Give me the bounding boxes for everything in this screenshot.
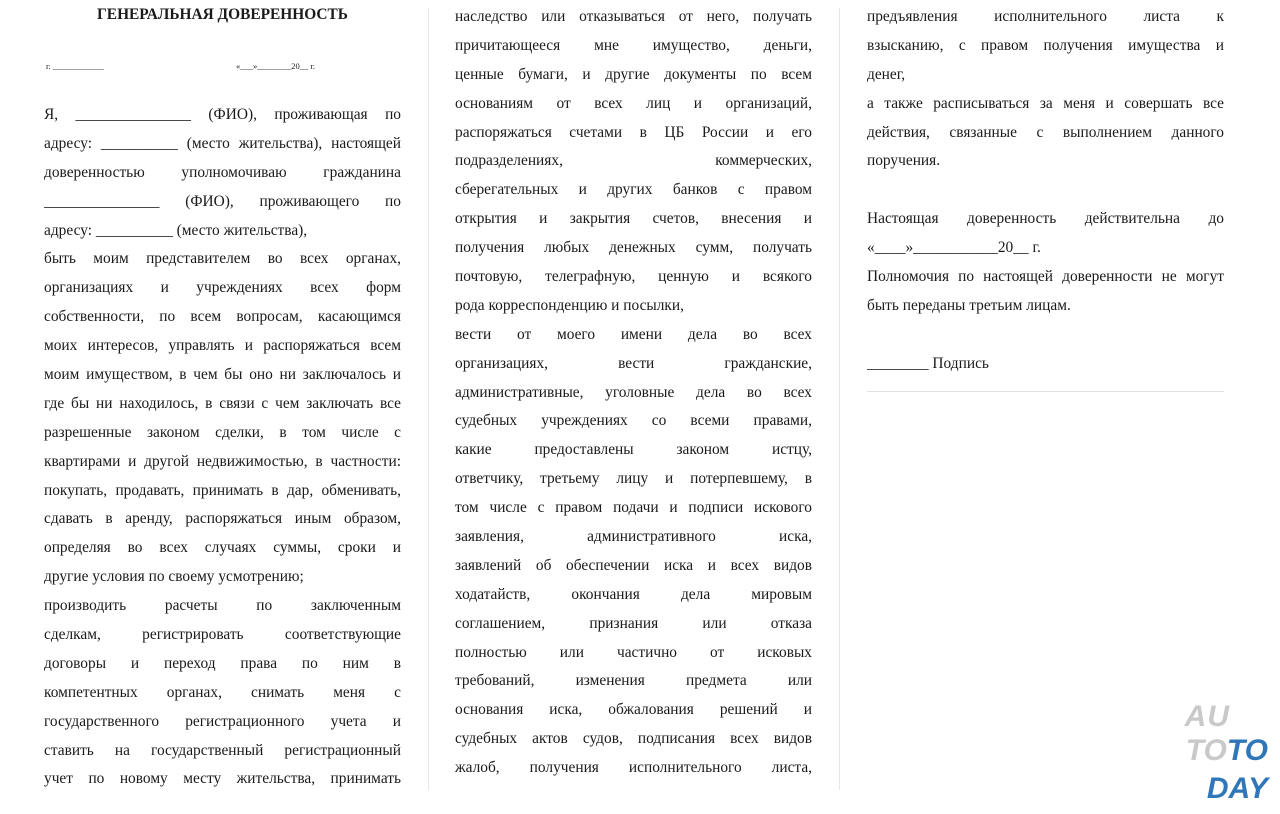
text-line: открытия и закрытия счетов, внесения и — [455, 210, 812, 228]
text-line: заявлений об обеспечении иска и всех видов — [455, 556, 812, 574]
text-line: определяя во всех случаях суммы, сроки и — [44, 539, 401, 557]
text-line: покупать, продавать, принимать в дар, обменивать, — [44, 481, 401, 499]
document-title: ГЕНЕРАЛЬНАЯ ДОВЕРЕННОСТЬ — [97, 6, 348, 23]
text-line: доверенностью уполномочиваю гражданина — [44, 163, 401, 181]
text-line: жалоб, получения исполнительного листа, — [455, 759, 812, 777]
text-line: разрешенные законом сделки, в том числе с — [44, 423, 401, 441]
text-line: Полномочия по настоящей доверенности не могут — [867, 268, 1224, 286]
text-line: другие условия по своему усмотрению; — [44, 568, 304, 586]
column-divider — [428, 8, 429, 790]
text-line: денег, — [867, 65, 906, 83]
text-line: требований, изменения предмета или — [455, 672, 812, 690]
text-line: адресу: __________ (место жительства), — [44, 221, 308, 239]
place-line: г. ____________ — [46, 61, 104, 71]
signature-separator — [867, 391, 1224, 392]
text-line: учет по новому месту жительства, принимать — [44, 770, 401, 788]
text-line: ________ Подпись — [867, 354, 989, 372]
column-2 — [455, 3, 812, 814]
text-line: где бы ни находилось, в связи с чем заключать все — [44, 394, 401, 412]
text-line — [867, 321, 1224, 350]
text-line: _______________ (ФИО), проживающего по — [44, 192, 401, 210]
logo-line-3: DAY — [1206, 772, 1268, 805]
text-line: судебных учреждениях со всеми правами, — [455, 412, 812, 430]
text-line: сделкам, регистрировать соответствующие — [44, 626, 401, 644]
text-line: моим имуществом, в чем бы оно ни заключалось и — [44, 366, 401, 384]
text-line: распоряжаться счетами в ЦБ России и его — [455, 123, 812, 141]
column-3 — [867, 3, 1224, 814]
text-line: адресу: __________ (место жительства), настоящей — [44, 134, 401, 152]
text-line: заявления, административного иска, — [455, 528, 812, 546]
text-line: причитающееся мне имущество, деньги, — [455, 36, 812, 54]
text-line: ходатайств, окончания дела мировым — [455, 585, 812, 603]
text-line: быть моим представителем во всех органах, — [44, 250, 401, 268]
text-line: «____»___________20__ г. — [867, 239, 1041, 257]
text-line: полностью или частично от исковых — [455, 643, 812, 661]
text-line: Настоящая доверенность действительна до — [867, 210, 1224, 228]
text-line: действия, связанные с выполнением данного — [867, 123, 1224, 141]
text-line: административные, уголовные дела во всех — [455, 383, 812, 401]
text-line: моих интересов, управлять и распоряжаться всем — [44, 337, 401, 355]
text-line: подразделениях, коммерческих, — [455, 152, 812, 170]
text-line: поручения. — [867, 152, 941, 170]
text-line: ставить на государственный регистрационный — [44, 741, 401, 759]
text-line: вести от моего имени дела во всех — [455, 325, 812, 343]
autotoday-logo — [1174, 702, 1274, 808]
text-line: компетентных органах, снимать меня с — [44, 683, 401, 701]
text-line: организациях и учреждениях всех форм — [44, 279, 401, 297]
text-line: ответчику, третьему лицу и потерпевшему, в — [455, 470, 812, 488]
column-divider — [839, 8, 840, 790]
text-line — [867, 176, 1224, 205]
text-line: том числе с правом подачи и подписи искового — [455, 499, 812, 517]
date-line: «___»________20__ г. — [236, 61, 316, 71]
text-line: предъявления исполнительного листа к — [867, 8, 1224, 25]
text-line: договоры и переход права по ним в — [44, 654, 401, 672]
logo-line-2b: TO — [1226, 734, 1268, 767]
text-line: судебных актов судов, подписания всех видов — [455, 730, 812, 748]
text-line: государственного регистрационного учета и — [44, 712, 401, 730]
text-line: организациях, вести гражданские, — [455, 354, 812, 372]
text-line: сдавать в аренду, распоряжаться иным образом, — [44, 510, 401, 528]
text-line: Я, _______________ (ФИО), проживающая по — [44, 106, 401, 123]
text-line: ценные бумаги, и другие документы по всем — [455, 65, 812, 83]
text-line: сберегательных и других банков с правом — [455, 181, 812, 199]
text-line: рода корреспонденцию и посылки, — [455, 296, 684, 314]
text-line: почтовую, телеграфную, ценную и всякого — [455, 268, 812, 286]
text-line: соглашением, признания или отказа — [455, 614, 812, 632]
logo-line-2 — [1186, 736, 1268, 766]
text-line: собственности, по всем вопросам, касающимся — [44, 308, 401, 326]
logo-line-1: AU — [1184, 700, 1230, 733]
text-line: основаниям от всех лиц и организаций, — [455, 94, 812, 112]
text-line: основания иска, обжалования решений и — [455, 701, 812, 719]
text-line: производить расчеты по заключенным — [44, 597, 401, 615]
text-line: получения любых денежных сумм, получать — [455, 239, 812, 257]
logo-line-2a: TO — [1185, 734, 1227, 767]
text-line: какие предоставлены законом истцу, — [455, 441, 812, 459]
text-line: наследство или отказываться от него, получать — [455, 8, 812, 25]
text-line: быть переданы третьим лицам. — [867, 296, 1071, 314]
text-line: взысканию, с правом получения имущества и — [867, 36, 1224, 54]
column-1 — [44, 101, 401, 814]
text-line: квартирами и другой недвижимостью, в частности: — [44, 452, 401, 470]
text-line: а также расписываться за меня и совершать все — [867, 94, 1224, 112]
